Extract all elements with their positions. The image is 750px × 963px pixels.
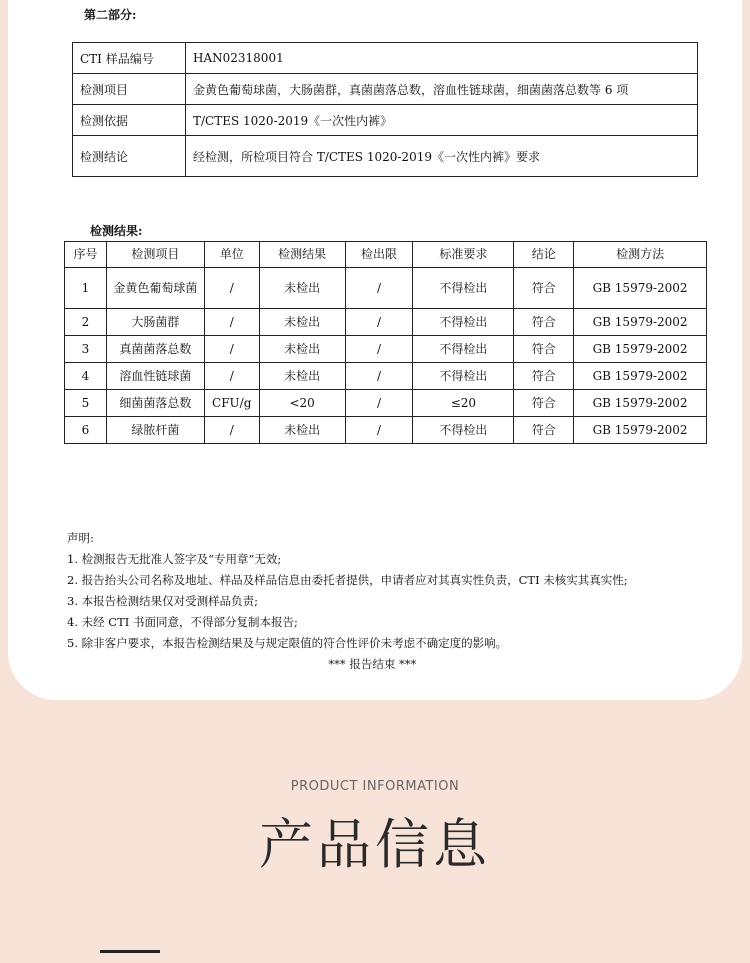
cell: 符合: [514, 268, 574, 309]
statement-item: 4. 未经 CTI 书面同意，不得部分复制本报告;: [67, 615, 298, 629]
table-row: [65, 363, 707, 390]
cell: GB 15979-2002: [574, 417, 707, 444]
results-header-row: [65, 242, 707, 268]
product-info-subtitle: PRODUCT INFORMATION: [290, 779, 460, 794]
header-cell: 序号: [65, 242, 107, 268]
header-cell: 检测方法: [574, 242, 707, 268]
product-info-heading: 产品信息: [259, 813, 491, 876]
cell: 符合: [514, 417, 574, 444]
cell: 2: [65, 309, 107, 336]
cell: 未检出: [259, 417, 345, 444]
statement-title: 声明:: [67, 531, 94, 545]
cell: GB 15979-2002: [574, 390, 707, 417]
header-cell: 单位: [204, 242, 259, 268]
cell: /: [204, 336, 259, 363]
info-value: 经检测，所检项目符合 T/CTES 1020-2019《一次性内裤》要求: [186, 136, 698, 177]
info-label: 检测依据: [73, 105, 186, 136]
table-row: [65, 309, 707, 336]
cell: 不得检出: [413, 417, 514, 444]
cell: /: [345, 363, 413, 390]
header-cell: 结论: [514, 242, 574, 268]
info-label: 检测项目: [73, 74, 186, 105]
cell: ≤20: [413, 390, 514, 417]
header-cell: 标准要求: [413, 242, 514, 268]
statement-item: 1. 检测报告无批准人签字及“专用章”无效;: [67, 552, 282, 566]
cell: 符合: [514, 336, 574, 363]
cell: GB 15979-2002: [574, 268, 707, 309]
table-row: [65, 417, 707, 444]
cell: CFU/g: [204, 390, 259, 417]
cell: 金黄色葡萄球菌: [106, 268, 204, 309]
cell: 未检出: [259, 336, 345, 363]
cell: 4: [65, 363, 107, 390]
header-cell: 检测项目: [106, 242, 204, 268]
info-row: [73, 105, 698, 136]
statement-item: 2. 报告抬头公司名称及地址、样品及样品信息由委托者提供，申请者应对其真实性负责，CTI 未核实其真实性;: [67, 573, 628, 587]
info-value: 金黄色葡萄球菌，大肠菌群，真菌菌落总数，溶血性链球菌，细菌菌落总数等 6 项: [186, 74, 698, 105]
cell: 溶血性链球菌: [106, 363, 204, 390]
cell: 不得检出: [413, 268, 514, 309]
sample-info-table: [72, 42, 698, 177]
cell: GB 15979-2002: [574, 336, 707, 363]
results-title: 检测结果:: [90, 224, 143, 238]
cell: 1: [65, 268, 107, 309]
info-row: [73, 43, 698, 74]
info-value: T/CTES 1020-2019《一次性内裤》: [186, 105, 698, 136]
header-cell: 检出限: [345, 242, 413, 268]
cell: 真菌菌落总数: [106, 336, 204, 363]
cell: /: [204, 417, 259, 444]
info-value: HAN02318001: [186, 43, 698, 74]
cell: 大肠菌群: [106, 309, 204, 336]
results-table: [64, 241, 707, 444]
cell: GB 15979-2002: [574, 363, 707, 390]
cell: /: [345, 390, 413, 417]
cell: 符合: [514, 309, 574, 336]
cell: 不得检出: [413, 363, 514, 390]
cell: /: [345, 309, 413, 336]
cell: GB 15979-2002: [574, 309, 707, 336]
cell: 6: [65, 417, 107, 444]
table-row: [65, 336, 707, 363]
cell: /: [204, 309, 259, 336]
cell: 不得检出: [413, 309, 514, 336]
next-section-peek: [100, 950, 160, 963]
header-cell: 检测结果: [259, 242, 345, 268]
cell: 细菌菌落总数: [106, 390, 204, 417]
cell: 符合: [514, 363, 574, 390]
table-row: [65, 268, 707, 309]
statement-item: 5. 除非客户要求，本报告检测结果及与规定限值的符合性评价未考虑不确定度的影响。: [67, 636, 508, 650]
cell: <20: [259, 390, 345, 417]
cell: /: [345, 417, 413, 444]
cell: /: [345, 268, 413, 309]
report-end-marker: *** 报告结束 ***: [328, 657, 417, 671]
statement-item: 3. 本报告检测结果仅对受测样品负责;: [67, 594, 259, 608]
cell: 5: [65, 390, 107, 417]
statement-block: [67, 528, 628, 675]
cell: 符合: [514, 390, 574, 417]
cell: /: [204, 268, 259, 309]
cell: 未检出: [259, 363, 345, 390]
cell: /: [345, 336, 413, 363]
cell: 不得检出: [413, 336, 514, 363]
cell: /: [204, 363, 259, 390]
table-row: [65, 390, 707, 417]
info-row: [73, 74, 698, 105]
cell: 绿脓杆菌: [106, 417, 204, 444]
cell: 3: [65, 336, 107, 363]
info-label: 检测结论: [73, 136, 186, 177]
cell: 未检出: [259, 268, 345, 309]
info-row: [73, 136, 698, 177]
info-label: CTI 样品编号: [73, 43, 186, 74]
cell: 未检出: [259, 309, 345, 336]
part-two-title: 第二部分:: [84, 8, 137, 22]
